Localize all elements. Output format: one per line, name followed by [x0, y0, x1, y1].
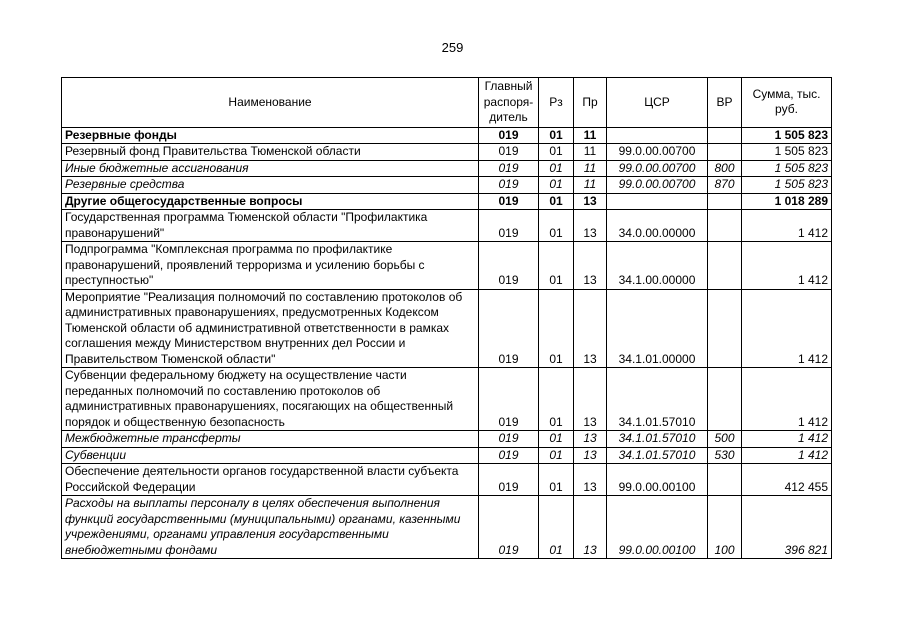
table-row — [62, 127, 832, 144]
cell-rz: 01 — [539, 496, 574, 559]
cell-name: Иные бюджетные ассигнования — [62, 160, 479, 177]
cell-name: Резервные фонды — [62, 127, 479, 144]
cell-main: 019 — [479, 160, 539, 177]
cell-rz: 01 — [539, 242, 574, 290]
cell-rz: 01 — [539, 431, 574, 448]
table-row — [62, 242, 832, 290]
header-vr: ВР — [708, 78, 742, 128]
cell-name: Резервный фонд Правительства Тюменской области — [62, 144, 479, 161]
table-row — [62, 193, 832, 210]
cell-pr: 13 — [574, 368, 607, 431]
cell-pr: 13 — [574, 193, 607, 210]
cell-pr: 11 — [574, 144, 607, 161]
table-row — [62, 431, 832, 448]
cell-rz: 01 — [539, 160, 574, 177]
cell-rz: 01 — [539, 210, 574, 242]
table-row — [62, 289, 832, 368]
cell-main: 019 — [479, 464, 539, 496]
cell-vr — [708, 368, 742, 431]
cell-csr — [607, 127, 708, 144]
cell-rz: 01 — [539, 289, 574, 368]
cell-pr: 13 — [574, 242, 607, 290]
cell-vr — [708, 210, 742, 242]
cell-vr: 800 — [708, 160, 742, 177]
cell-sum: 396 821 — [742, 496, 832, 559]
header-main: Главный распоря-дитель — [479, 78, 539, 128]
cell-csr: 34.1.00.00000 — [607, 242, 708, 290]
cell-sum: 1 412 — [742, 289, 832, 368]
cell-vr: 100 — [708, 496, 742, 559]
cell-vr — [708, 127, 742, 144]
cell-name: Субвенции федеральному бюджету на осуществление части переданных полномочий по составлению протоколов об административных правонарушениях, посягающих на общественный порядок и общественную безопасность — [62, 368, 479, 431]
table-row — [62, 496, 832, 559]
cell-name: Расходы на выплаты персоналу в целях обеспечения выполнения функций государственными (муниципальными) органами, казенными учреждениями, органами управления государственными внебюджетными фондами — [62, 496, 479, 559]
cell-vr — [708, 193, 742, 210]
cell-sum: 1 412 — [742, 447, 832, 464]
cell-csr — [607, 193, 708, 210]
cell-csr: 34.1.01.00000 — [607, 289, 708, 368]
cell-csr: 34.1.01.57010 — [607, 447, 708, 464]
cell-pr: 13 — [574, 210, 607, 242]
cell-main: 019 — [479, 431, 539, 448]
cell-vr: 500 — [708, 431, 742, 448]
cell-vr — [708, 144, 742, 161]
cell-csr: 34.1.01.57010 — [607, 368, 708, 431]
cell-sum: 1 412 — [742, 431, 832, 448]
header-name: Наименование — [62, 78, 479, 128]
cell-csr: 99.0.00.00700 — [607, 177, 708, 194]
cell-sum: 1 412 — [742, 368, 832, 431]
cell-csr: 34.1.01.57010 — [607, 431, 708, 448]
cell-rz: 01 — [539, 177, 574, 194]
cell-rz: 01 — [539, 127, 574, 144]
cell-sum: 1 018 289 — [742, 193, 832, 210]
table-row — [62, 160, 832, 177]
cell-main: 019 — [479, 193, 539, 210]
table-header-row — [62, 78, 832, 128]
cell-vr — [708, 464, 742, 496]
cell-sum: 1 505 823 — [742, 144, 832, 161]
header-pr: Пр — [574, 78, 607, 128]
cell-name: Государственная программа Тюменской области "Профилактика правонарушений" — [62, 210, 479, 242]
header-rz: Рз — [539, 78, 574, 128]
cell-pr: 13 — [574, 431, 607, 448]
cell-csr: 99.0.00.00700 — [607, 144, 708, 161]
cell-vr — [708, 242, 742, 290]
cell-name: Мероприятие "Реализация полномочий по составлению протоколов об административных правонарушениях, предусмотренных Кодексом Тюменской области об административной ответственности в рамках соглашения между Министерством внутренних дел России и Правительством Тюменской области" — [62, 289, 479, 368]
page-number: 259 — [441, 40, 464, 55]
cell-rz: 01 — [539, 368, 574, 431]
header-csr: ЦСР — [607, 78, 708, 128]
cell-sum: 1 505 823 — [742, 177, 832, 194]
cell-vr — [708, 289, 742, 368]
cell-name: Резервные средства — [62, 177, 479, 194]
cell-main: 019 — [479, 177, 539, 194]
cell-rz: 01 — [539, 193, 574, 210]
cell-csr: 99.0.00.00100 — [607, 464, 708, 496]
cell-csr: 99.0.00.00100 — [607, 496, 708, 559]
cell-main: 019 — [479, 127, 539, 144]
table-row — [62, 144, 832, 161]
cell-main: 019 — [479, 447, 539, 464]
cell-csr: 34.0.00.00000 — [607, 210, 708, 242]
cell-pr: 13 — [574, 447, 607, 464]
cell-main: 019 — [479, 368, 539, 431]
table-row — [62, 368, 832, 431]
cell-pr: 13 — [574, 496, 607, 559]
cell-pr: 11 — [574, 127, 607, 144]
cell-sum: 1 505 823 — [742, 127, 832, 144]
cell-main: 019 — [479, 496, 539, 559]
cell-vr: 530 — [708, 447, 742, 464]
cell-sum: 1 412 — [742, 210, 832, 242]
cell-name: Подпрограмма "Комплексная программа по профилактике правонарушений, проявлений терроризма и усилению борьбы с преступностью" — [62, 242, 479, 290]
table-row — [62, 177, 832, 194]
cell-pr: 13 — [574, 464, 607, 496]
cell-name: Субвенции — [62, 447, 479, 464]
cell-sum: 1 505 823 — [742, 160, 832, 177]
cell-main: 019 — [479, 144, 539, 161]
cell-csr: 99.0.00.00700 — [607, 160, 708, 177]
budget-table — [61, 77, 832, 559]
cell-name: Межбюджетные трансферты — [62, 431, 479, 448]
cell-sum: 412 455 — [742, 464, 832, 496]
header-sum: Сумма, тыс. руб. — [742, 78, 832, 128]
cell-vr: 870 — [708, 177, 742, 194]
cell-rz: 01 — [539, 144, 574, 161]
cell-pr: 11 — [574, 160, 607, 177]
table-row — [62, 464, 832, 496]
cell-rz: 01 — [539, 447, 574, 464]
cell-sum: 1 412 — [742, 242, 832, 290]
cell-main: 019 — [479, 289, 539, 368]
cell-name: Обеспечение деятельности органов государственной власти субъекта Российской Федерации — [62, 464, 479, 496]
cell-pr: 13 — [574, 289, 607, 368]
cell-name: Другие общегосударственные вопросы — [62, 193, 479, 210]
table-row — [62, 210, 832, 242]
cell-main: 019 — [479, 242, 539, 290]
table-row — [62, 447, 832, 464]
table-body — [62, 127, 832, 559]
cell-rz: 01 — [539, 464, 574, 496]
cell-pr: 11 — [574, 177, 607, 194]
cell-main: 019 — [479, 210, 539, 242]
